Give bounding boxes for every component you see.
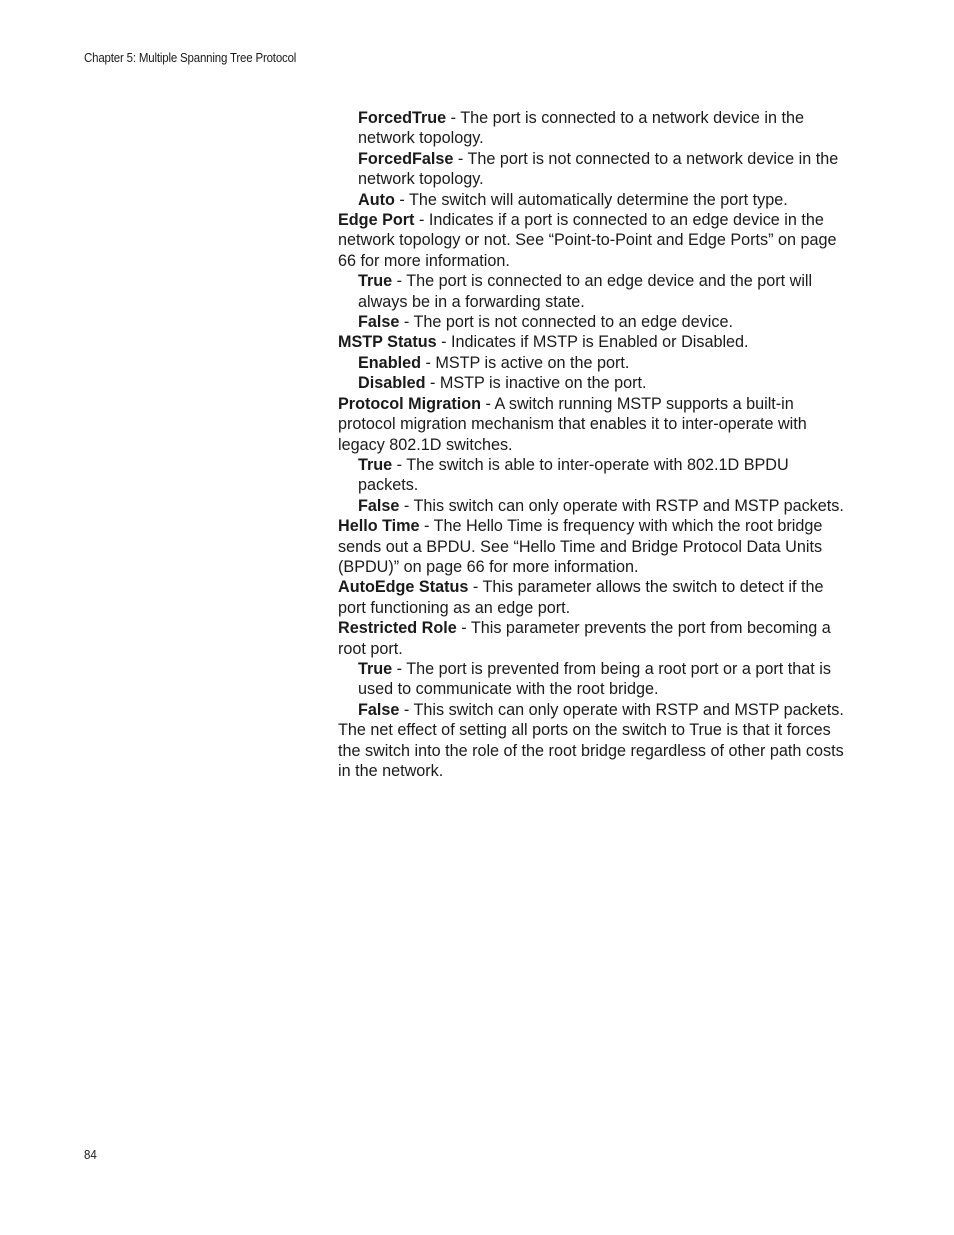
option-forcedtrue	[338, 108, 844, 149]
term: Restricted Role	[338, 619, 457, 638]
description: - The port is connected to a network device in the network topology.	[358, 109, 804, 148]
term: Auto	[358, 190, 395, 209]
description: - This parameter allows the switch to detect if the port functioning as an edge port.	[338, 578, 824, 617]
description: - The switch will automatically determine the port type.	[394, 190, 788, 209]
option-edge-false	[338, 312, 844, 332]
option-restricted-true	[338, 659, 844, 700]
option-enabled	[338, 353, 844, 373]
running-header: Chapter 5: Multiple Spanning Tree Protocol	[84, 51, 297, 65]
description: - The switch is able to inter-operate with 802.1D BPDU packets.	[358, 455, 789, 495]
param-protocol-migration	[338, 394, 844, 455]
description: - MSTP is active on the port.	[420, 353, 630, 372]
option-migration-false	[338, 496, 844, 516]
term: Protocol Migration	[338, 394, 481, 413]
description: - This switch can only operate with RSTP and MSTP packets.	[399, 700, 844, 719]
description: - The port is not connected to an edge device.	[399, 313, 733, 332]
option-auto	[338, 190, 844, 210]
param-autoedge-status	[338, 577, 844, 618]
closing-paragraph: The net effect of setting all ports on the switch to True is that it forces the switch into the role of the root bridge regardless of other path costs in the network.	[338, 721, 844, 780]
description: - MSTP is inactive on the port.	[425, 374, 647, 393]
term: False	[358, 496, 400, 515]
term: False	[358, 700, 400, 719]
term: True	[358, 455, 393, 474]
term: ForcedFalse	[358, 149, 454, 168]
param-edge-port	[338, 210, 844, 271]
param-mstp-status	[338, 332, 844, 352]
term: MSTP Status	[338, 333, 437, 352]
description: - Indicates if MSTP is Enabled or Disabled.	[436, 333, 749, 352]
option-edge-true	[338, 271, 844, 312]
description: - The port is prevented from being a root port or a port that is used to communicate with the root bridge.	[358, 659, 831, 699]
option-restricted-false	[338, 700, 844, 720]
description: - The port is not connected to a network device in the network topology.	[358, 149, 839, 189]
description: - Indicates if a port is connected to an edge device in the network topology or not. See “Point-to-Point and Edge Ports” on page 66 for more information.	[338, 211, 837, 270]
page-number: 84	[84, 1148, 97, 1162]
term: True	[358, 659, 393, 678]
term: Edge Port	[338, 211, 415, 230]
main-content	[338, 108, 844, 781]
term: Disabled	[358, 374, 426, 393]
param-hello-time	[338, 516, 844, 577]
option-migration-true	[338, 455, 844, 496]
term: ForcedTrue	[358, 109, 447, 127]
description: - The Hello Time is frequency with which the root bridge sends out a BPDU. See “Hello Time and Bridge Protocol Data Units (BPDU)” on page 66 for more information.	[338, 517, 823, 576]
description: - This switch can only operate with RSTP and MSTP packets.	[399, 496, 844, 515]
description: - A switch running MSTP supports a built-in protocol migration mechanism that enables it to inter-operate with legacy 802.1D switches.	[338, 394, 807, 454]
option-disabled	[338, 373, 844, 393]
term: Enabled	[358, 353, 421, 372]
option-forcedfalse	[338, 149, 844, 190]
term: False	[358, 313, 400, 332]
param-restricted-role	[338, 618, 844, 659]
term: True	[358, 272, 393, 291]
description: - This parameter prevents the port from becoming a root port.	[338, 619, 831, 658]
term: Hello Time	[338, 517, 420, 536]
description: - The port is connected to an edge device and the port will always be in a forwarding state.	[358, 272, 813, 311]
term: AutoEdge Status	[338, 578, 469, 597]
